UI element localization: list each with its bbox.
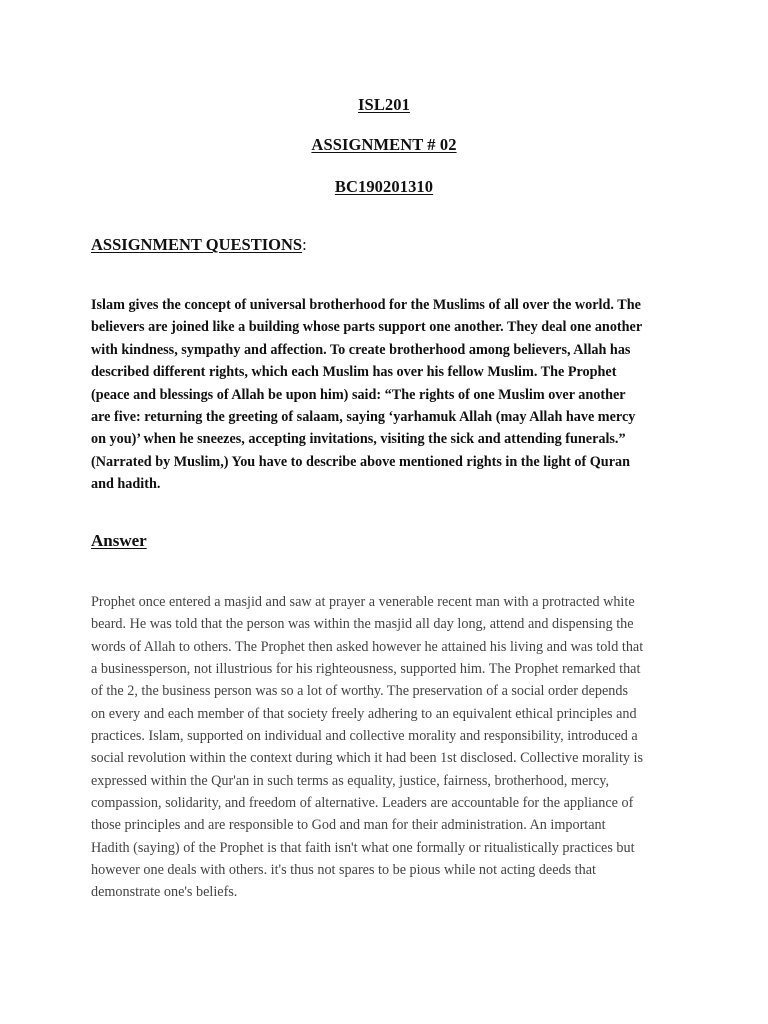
assignment-title-heading: ASSIGNMENT # 02	[311, 135, 457, 154]
questions-heading-colon: :	[302, 235, 307, 254]
answer-line: a businessperson, not illustrious for his righteousness, supported him. The Prophet remarked that	[91, 661, 641, 678]
answer-line: words of Allah to others. The Prophet then asked however he attained his living and was told that	[91, 638, 644, 655]
answer-paragraph	[91, 591, 691, 904]
answer-line: expressed within the Qur'an in such terms as equality, justice, fairness, brotherhood, mercy,	[91, 772, 610, 789]
answer-line: compassion, solidarity, and freedom of alternative. Leaders are accountable for the appliance of	[91, 795, 634, 812]
question-line: are five: returning the greeting of salaam, saying ‘yarhamuk Allah (may Allah have mercy	[91, 409, 636, 426]
course-code-heading: ISL201	[358, 95, 410, 114]
question-line: and hadith.	[91, 476, 161, 493]
answer-line: of the 2, the business person was so a lot of worthy. The preservation of a social order depends	[91, 683, 629, 700]
questions-section-heading	[91, 235, 307, 255]
questions-heading-text: ASSIGNMENT QUESTIONS	[91, 235, 303, 254]
answer-line: those principles and are responsible to God and man for their administration. An important	[91, 817, 606, 834]
question-paragraph	[91, 294, 691, 496]
answer-line: Hadith (saying) of the Prophet is that faith isn't what one formally or ritualistically practices but	[91, 839, 635, 856]
answer-line: Prophet once entered a masjid and saw at prayer a venerable recent man with a protracted white	[91, 594, 635, 610]
answer-heading: Answer	[91, 531, 147, 550]
answer-line: on every and each member of that society freely adhering to an equivalent ethical principles and	[91, 705, 637, 722]
student-id-heading: BC190201310	[334, 177, 434, 196]
question-line: believers are joined like a building whose parts support one another. They deal one another	[91, 319, 643, 336]
answer-line: demonstrate one's beliefs.	[91, 884, 238, 901]
answer-line: social revolution within the context during which it had been 1st disclosed. Collective morality is	[91, 750, 644, 767]
question-line: with kindness, sympathy and affection. To create brotherhood among believers, Allah has	[91, 341, 631, 358]
question-line: on you)’ when he sneezes, accepting invitations, visiting the sick and attending funerals.”	[91, 431, 626, 448]
question-line: (Narrated by Muslim,) You have to describe above mentioned rights in the light of Quran	[91, 453, 630, 470]
answer-line: practices. Islam, supported on individual and collective morality and responsibility, introduced a	[91, 728, 638, 745]
question-line: Islam gives the concept of universal brotherhood for the Muslims of all over the world. The	[91, 297, 641, 313]
question-line: (peace and blessings of Allah be upon him) said: “The rights of one Muslim over another	[91, 386, 626, 403]
answer-line: beard. He was told that the person was within the masjid all day long, attend and dispensing the	[91, 616, 634, 633]
question-line: described different rights, which each Muslim has over his fellow Muslim. The Prophet	[91, 364, 617, 381]
answer-line: however one deals with others. it's thus not spares to be pious while not acting deeds that	[91, 862, 596, 879]
